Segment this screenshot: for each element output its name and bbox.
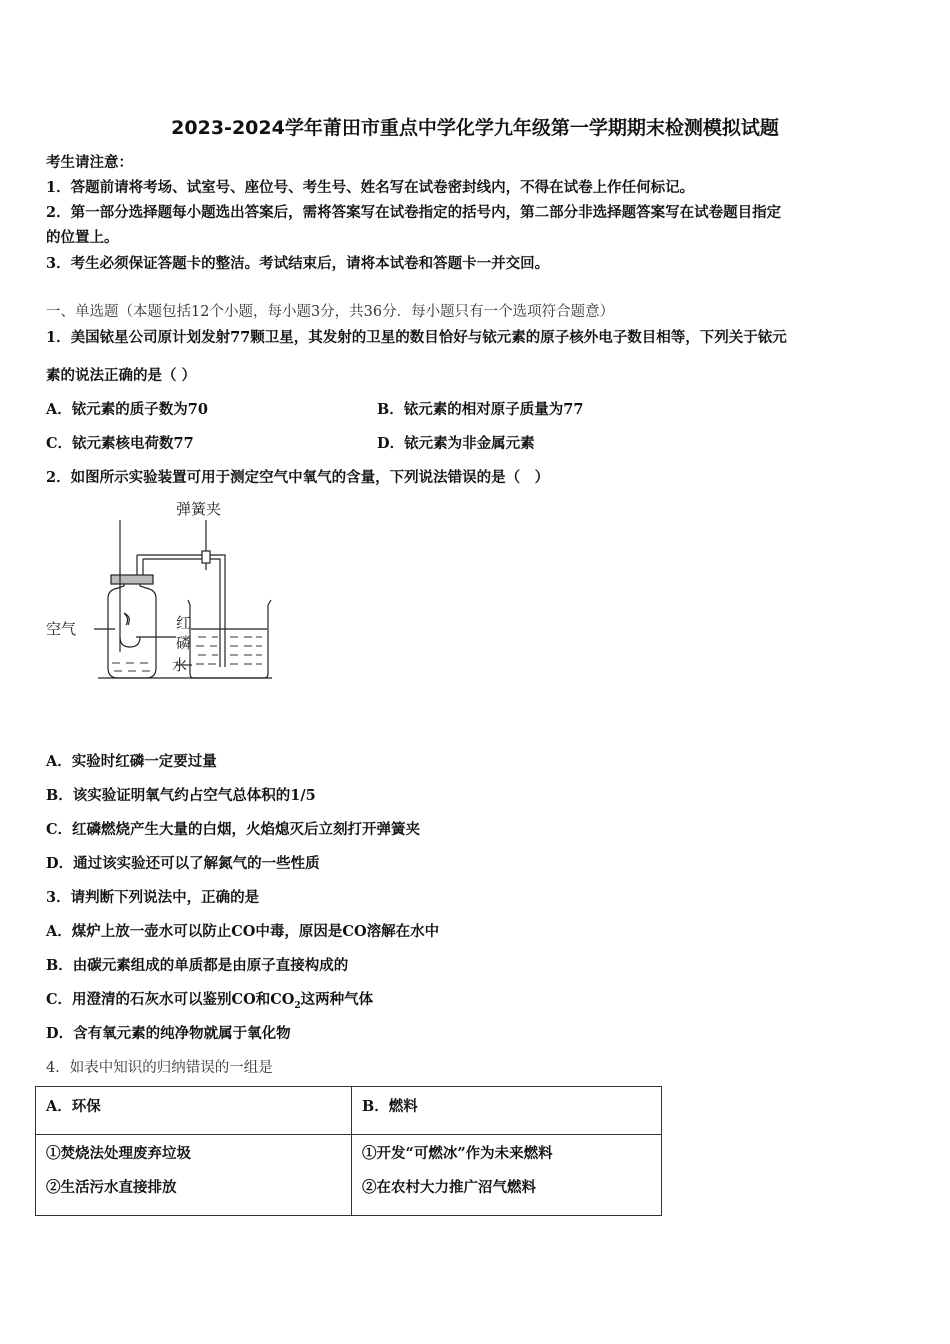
section-heading: 一、单选题（本题包括12个小题，每小题3分，共36分．每小题只有一个选项符合题意） bbox=[46, 304, 615, 320]
label-air: 空气 bbox=[46, 620, 77, 638]
q1-option-b: B．铱元素的相对原子质量为77 bbox=[377, 401, 584, 418]
q2-stem: 2．如图所示实验装置可用于测定空气中氧气的含量，下列说法错误的是（ ） bbox=[46, 469, 550, 486]
table-cell-a bbox=[36, 1135, 352, 1216]
label-water: 水 bbox=[172, 656, 188, 674]
q1-stem-line1: 1．美国铱星公司原计划发射77颗卫星，其发射的卫星的数目恰好与铱元素的原子核外电子数目相等，下列关于铱元 bbox=[46, 329, 787, 346]
notice-item-1: 1．答题前请将考场、试室号、座位号、考生号、姓名写在试卷密封线内，不得在试卷上作任何标记。 bbox=[46, 179, 695, 196]
table-a-item-1: ①焚烧法处理废弃垃圾 bbox=[46, 1145, 191, 1162]
notice-item-3: 3．考生必须保证答题卡的整洁。考试结束后，请将本试卷和答题卡一并交回。 bbox=[46, 255, 550, 272]
q3-option-c-text: C．用澄清的石灰水可以鉴别CO和CO bbox=[46, 991, 295, 1008]
q1-option-c: C．铱元素核电荷数77 bbox=[46, 435, 194, 452]
knowledge-table bbox=[35, 1086, 662, 1216]
table-cell-b bbox=[352, 1135, 662, 1216]
page-title: 2023-2024学年莆田市重点中学化学九年级第一学期期末检测模拟试题 bbox=[171, 117, 779, 139]
q3-option-c-subscript: 2 bbox=[294, 1000, 301, 1011]
label-phosphorus-2: 磷 bbox=[176, 634, 192, 652]
q3-stem: 3．请判断下列说法中，正确的是 bbox=[46, 889, 260, 906]
q1-stem-line2: 素的说法正确的是（ ） bbox=[46, 367, 197, 384]
q3-option-b: B．由碳元素组成的单质都是由原子直接构成的 bbox=[46, 957, 349, 974]
q3-option-a: A．煤炉上放一壶水可以防止CO中毒，原因是CO溶解在水中 bbox=[46, 923, 440, 940]
q2-option-b: B．该实验证明氧气约占空气总体积的1/5 bbox=[46, 787, 316, 804]
q1-option-a: A．铱元素的质子数为70 bbox=[46, 401, 208, 418]
q2-option-d: D．通过该实验还可以了解氮气的一些性质 bbox=[46, 855, 320, 872]
table-head-b: B．燃料 bbox=[352, 1087, 662, 1135]
table-a-item-2: ②生活污水直接排放 bbox=[46, 1179, 177, 1196]
q2-option-c: C．红磷燃烧产生大量的白烟，火焰熄灭后立刻打开弹簧夹 bbox=[46, 821, 421, 838]
notice-item-2: 2．第一部分选择题每小题选出答案后，需将答案写在试卷指定的括号内，第二部分非选择题答案写在试卷题目指定 bbox=[46, 204, 782, 221]
notice-item-2-cont: 的位置上。 bbox=[46, 229, 119, 246]
q2-option-a: A．实验时红磷一定要过量 bbox=[46, 753, 217, 770]
label-clamp: 弹簧夹 bbox=[176, 500, 222, 518]
experiment-diagram bbox=[40, 495, 290, 695]
table-head-a: A．环保 bbox=[36, 1087, 352, 1135]
table-b-item-2: ②在农村大力推广沼气燃料 bbox=[362, 1179, 536, 1196]
q3-option-c bbox=[46, 988, 373, 1011]
q4-stem: 4．如表中知识的归纳错误的一组是 bbox=[46, 1060, 273, 1076]
notice-heading: 考生请注意： bbox=[46, 154, 133, 171]
table-b-item-1: ①开发“可燃冰”作为未来燃料 bbox=[362, 1145, 553, 1162]
q3-option-d: D．含有氧元素的纯净物就属于氧化物 bbox=[46, 1025, 291, 1042]
label-phosphorus-1: 红 bbox=[176, 614, 192, 632]
q3-option-c-tail: 这两种气体 bbox=[300, 991, 374, 1008]
q1-option-d: D．铱元素为非金属元素 bbox=[377, 435, 535, 452]
